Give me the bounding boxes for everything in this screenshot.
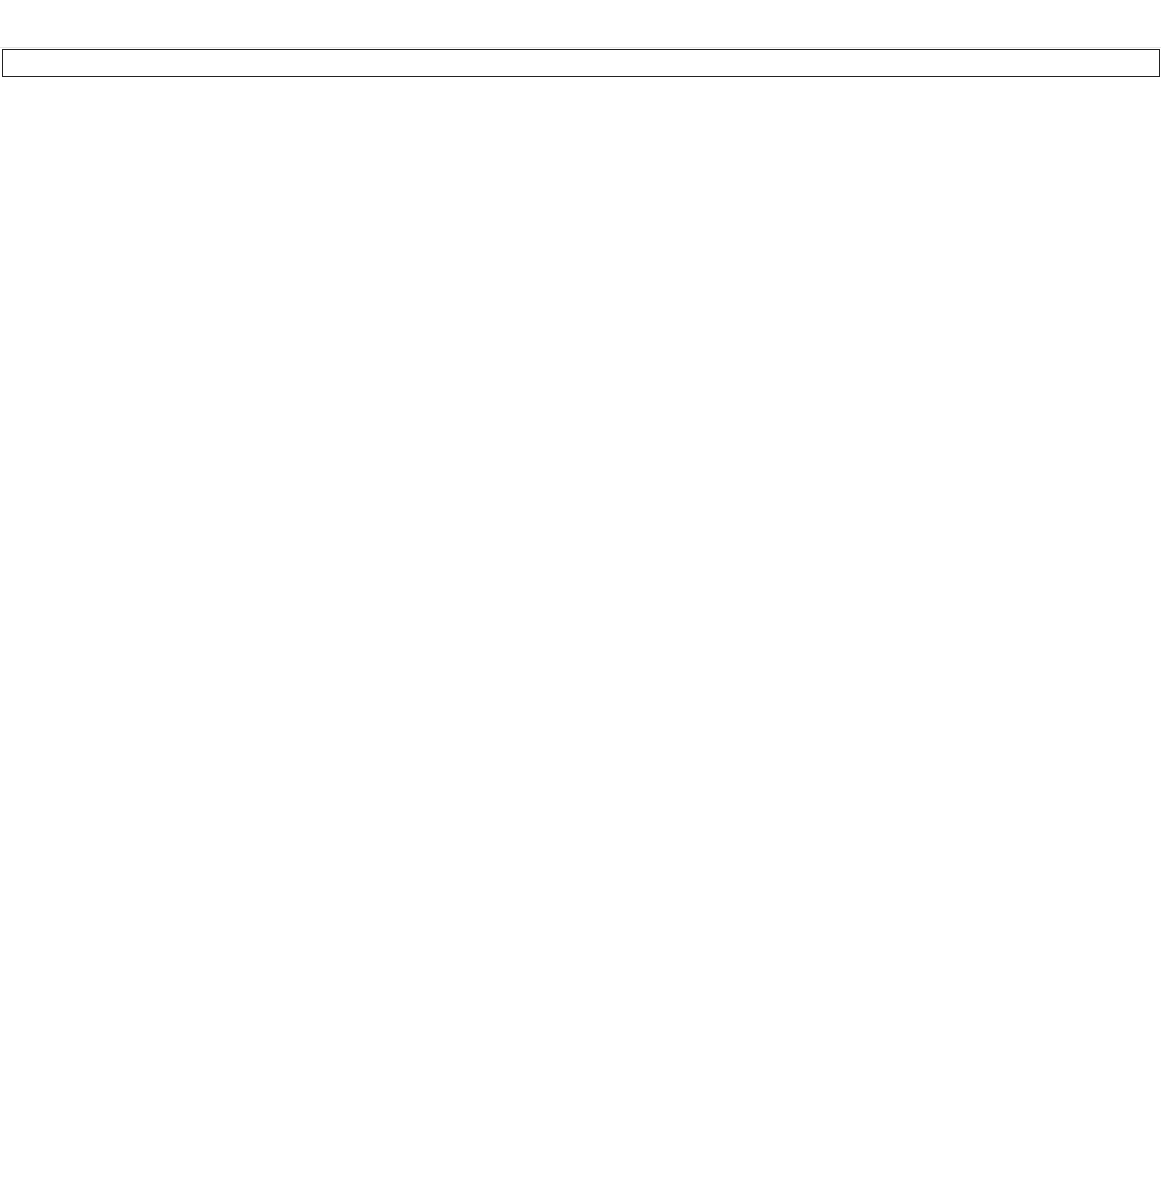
page-title [0, 0, 1161, 48]
event-period [2, 49, 1160, 77]
